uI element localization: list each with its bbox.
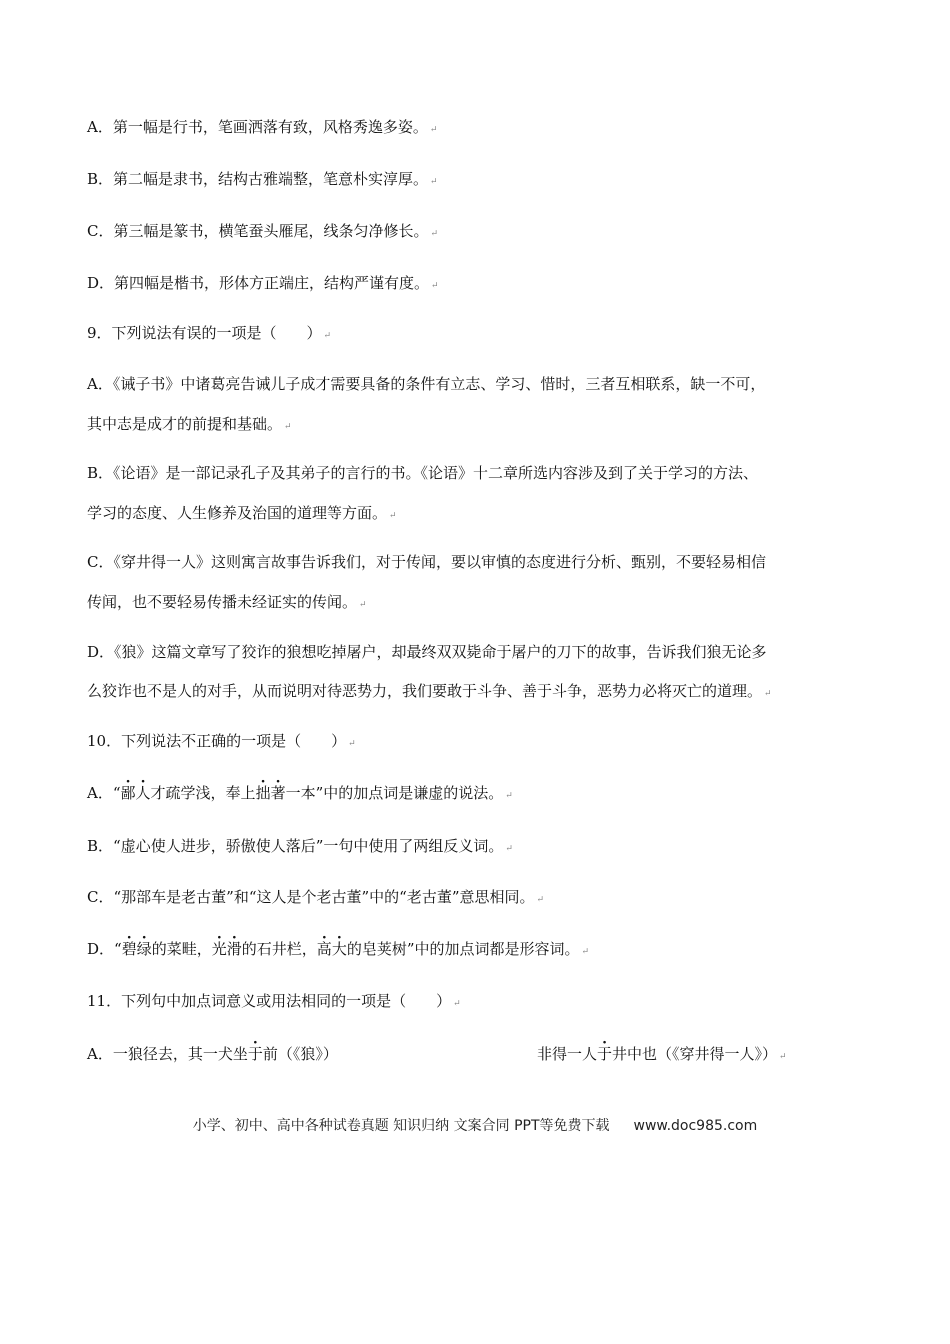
q9-option-c-line1: C．《穿井得一人》这则寓言故事告诉我们，对于传闻，要以审慎的态度进行分析、甄别，不要轻易相信 (87, 553, 766, 571)
q9-option-d-line2: 么狡诈也不是人的对手，从而说明对待恶势力，我们要敢于斗争、善于斗争，恶势力必将灭亡的道理。 ↵ (87, 682, 772, 700)
q9-option-a-line2: 其中志是成才的前提和基础。 ↵ (87, 415, 292, 433)
emphasis-char: 鄙 (120, 784, 136, 802)
q10-option-d: D．“碧绿的菜畦，光滑的石井栏，高大的皂荚树”中的加点词都是形容词。 ↵ (87, 940, 590, 958)
page-footer (0, 1115, 950, 1135)
emphasis-char: 高 (316, 940, 332, 958)
emphasis-char: 滑 (226, 940, 242, 958)
q10-option-a: A．“鄙人才疏学浅，奉上拙著一本”中的加点词是谦虚的说法。 ↵ (87, 784, 513, 802)
option-a-line: A．第一幅是行书，笔画洒落有致，风格秀逸多姿。 ↵ (87, 118, 438, 136)
footer-text: 小学、初中、高中各种试卷真题 知识归纳 文案合同 PPT等免费下载 (192, 1118, 610, 1134)
emphasis-char: 绿 (136, 940, 152, 958)
emphasis-char: 著 (270, 784, 286, 802)
emphasis-char: 于 (597, 1045, 613, 1063)
question-9: 9．下列说法有误的一项是（ ） ↵ (87, 324, 332, 342)
emphasis-char: 于 (247, 1045, 263, 1063)
q9-option-a-line1: A．《诫子书》中诸葛亮告诫儿子成才需要具备的条件有立志、学习、惜时，三者互相联系，缺一不可， (87, 375, 766, 393)
q9-option-b-line2: 学习的态度、人生修养及治国的道理等方面。 ↵ (87, 504, 397, 522)
emphasis-char: 碧 (121, 940, 137, 958)
q9-option-b-line1: B．《论语》是一部记录孔子及其弟子的言行的书。《论语》十二章所选内容涉及到了关于学习的方法、 (87, 464, 759, 482)
q11-option-a: A．一狼径去，其一犬坐于前（《狼》） 非得一人于井中也（《穿井得一人》） ↵ (87, 1043, 870, 1065)
emphasis-char: 大 (331, 940, 347, 958)
q10-option-b: B．“虚心使人进步，骄傲使人落后”一句中使用了两组反义词。 ↵ (87, 837, 513, 855)
option-c-line: C．第三幅是篆书，横笔蚕头雁尾，线条匀净修长。 ↵ (87, 222, 439, 240)
emphasis-char: 拙 (255, 784, 271, 802)
q11-option-a-second: 非得一人于井中也（《穿井得一人》） ↵ (537, 1045, 787, 1063)
q10-option-c: C．“那部车是老古董”和“这人是个老古董”中的“老古董”意思相同。 ↵ (87, 888, 545, 906)
footer-url[interactable]: www.doc985.com (633, 1118, 758, 1134)
option-b-line: B．第二幅是隶书，结构古雅端整，笔意朴实淳厚。 ↵ (87, 170, 438, 188)
question-10: 10．下列说法不正确的一项是（ ） ↵ (87, 732, 356, 750)
option-d-line: D．第四幅是楷书，形体方正端庄，结构严谨有度。 ↵ (87, 274, 439, 292)
question-11: 11．下列句中加点词意义或用法相同的一项是（ ） ↵ (87, 992, 461, 1010)
emphasis-char: 光 (211, 940, 227, 958)
emphasis-char: 人 (135, 784, 151, 802)
q9-option-c-line2: 传闻，也不要轻易传播未经证实的传闻。 ↵ (87, 593, 367, 611)
q9-option-d-line1: D．《狼》这篇文章写了狡诈的狼想吃掉屠户，却最终双双毙命于屠户的刀下的故事，告诉我们狼无论多 (87, 643, 767, 661)
